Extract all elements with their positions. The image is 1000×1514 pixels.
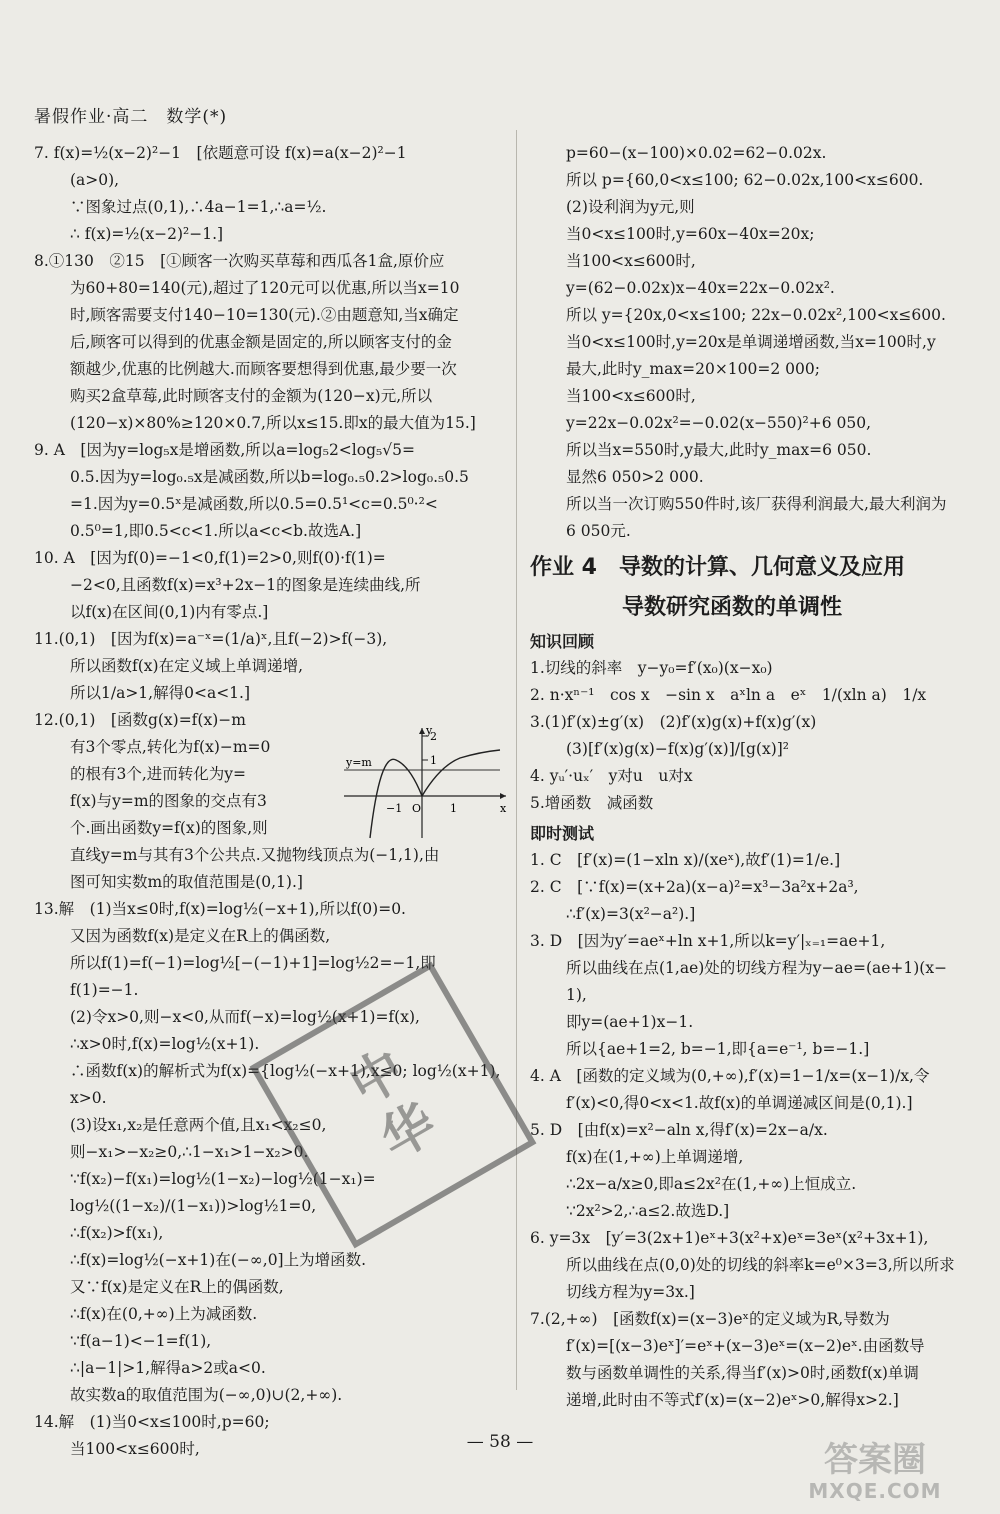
stamp-text-2: 华 (370, 1092, 447, 1171)
text-line: 0.5⁰=1,即0.5<c<1.所以a<c<b.故选A.] (70, 522, 362, 540)
text-line: 10. A [因为f(0)=−1<0,f(1)=2>0,则f(0)·f(1)= (34, 549, 386, 567)
text-line: 当100<x≤600时, (566, 387, 696, 405)
text-line: y=22x−0.02x²=−0.02(x−550)²+6 050, (566, 414, 872, 432)
text-line: 故实数a的取值范围为(−∞,0)∪(2,+∞). (70, 1386, 343, 1404)
text-line: ∵2x²>2,∴a≤2.故选D.] (566, 1202, 730, 1220)
text-line: ∴ f(x)=½(x−2)²−1.] (70, 225, 224, 243)
text-line: (120−x)×80%≥120×0.7,所以x≤15.即x的最大值为15.] (70, 414, 476, 432)
text-line: (3)设x₁,x₂是任意两个值,且x₁<x₂≤0, (70, 1116, 327, 1134)
text-line: 购买2盒草莓,此时顾客支付的金额为(120−x)元,所以 (70, 387, 433, 405)
text-line: 数与函数单调性的关系,得当f′(x)>0时,函数f(x)单调 (566, 1364, 919, 1382)
text-line: 14.解 (1)当0<x≤100时,p=60; (34, 1413, 270, 1431)
text-line: =1.因为y=0.5ˣ是减函数,所以0.5=0.5¹<c=0.5⁰·²< (70, 495, 438, 513)
y-tick-label-1: 1 (430, 754, 437, 767)
text-line: 3.(1)f′(x)±g′(x) (2)f′(x)g(x)+f(x)g′(x) (530, 713, 817, 731)
page-number: — 58 — (466, 1432, 534, 1452)
right-column (530, 140, 970, 1414)
text-line: 直线y=m与其有3个公共点.又抛物线顶点为(−1,1),由 (70, 846, 440, 864)
text-line: 5.增函数 减函数 (530, 794, 654, 812)
text-line: ∵f(x₂)−f(x₁)=log½(1−x₂)−log½(1−x₁)= (70, 1170, 376, 1188)
text-line: 即y=(ae+1)x−1. (566, 1013, 694, 1031)
origin-label: O (412, 802, 422, 815)
text-line: 9. A [因为y=log₅x是增函数,所以a=log₅2<log₅√5= (34, 441, 415, 459)
text-line: −2<0,且函数f(x)=x³+2x−1的图象是连续曲线,所 (70, 576, 421, 594)
text-line: 以f(x)在区间(0,1)内有零点.] (70, 603, 269, 621)
text-line: ∴2x−a/x≥0,即a≤2x²在(1,+∞)上恒成立. (566, 1175, 857, 1193)
text-line: 后,顾客可以得到的优惠金额是固定的,所以顾客支付的金 (70, 333, 452, 351)
text-line: 所以1/a>1,解得0<a<1.] (70, 684, 251, 702)
text-line: 则−x₁>−x₂≥0,∴1−x₁>1−x₂>0. (70, 1143, 309, 1161)
text-line: 额越少,优惠的比例越大.而顾客要想得到优惠,最少要一次 (70, 360, 457, 378)
test-heading: 即时测试 (530, 824, 595, 843)
text-line: 又∵f(x)是定义在R上的偶函数, (70, 1278, 284, 1296)
text-line: 最大,此时y_max=20×100=2 000; (566, 360, 820, 378)
text-line: (3)[f′(x)g(x)−f(x)g′(x)]/[g(x)]² (566, 740, 790, 758)
text-line: 所以曲线在点(0,0)处的切线的斜率k=e⁰×3=3,所以所求 (566, 1256, 955, 1274)
text-line: 6 050元. (566, 522, 631, 540)
section-heading (530, 551, 970, 585)
tick-label-1: 1 (450, 802, 457, 815)
text-line: 所以函数f(x)在定义域上单调递增, (70, 657, 304, 675)
text-line: 所以 p={60,0<x≤100; 62−0.02x,100<x≤600. (566, 171, 924, 189)
text-line: 当100<x≤600时, (566, 252, 696, 270)
text-line: 7. f(x)=½(x−2)²−1 [依题意可设 f(x)=a(x−2)²−1 (34, 144, 407, 162)
text-line: f(x)与y=m的图象的交点有3 (70, 792, 267, 810)
text-line: 6. y=3x [y′=3(2x+1)eˣ+3(x²+x)eˣ=3eˣ(x²+3x+1), (530, 1229, 929, 1247)
text-line: 1), (566, 986, 587, 1004)
column-divider (516, 130, 517, 1390)
text-line: f(1)=−1. (70, 981, 139, 999)
text-line: 切线方程为y=3x.] (566, 1283, 695, 1301)
page-header: 暑假作业·高二 数学(*) (34, 107, 228, 127)
site-watermark (790, 1440, 960, 1506)
function-graph (340, 722, 510, 842)
text-line: log½((1−x₂)/(1−x₁))>log½1=0, (70, 1197, 317, 1215)
text-line: f′(x)<0,得0<x<1.故f(x)的单调递减区间是(0,1).] (566, 1094, 913, 1112)
text-line: 所以曲线在点(1,ae)处的切线方程为y−ae=(ae+1)(x− (566, 959, 948, 977)
text-line: ∴函数f(x)的解析式为f(x)={log½(−x+1),x≤0; log½(x+1),x>0. (70, 1062, 501, 1107)
section-title-line2: 导数研究函数的单调性 (622, 595, 843, 620)
text-line: 当100<x≤600时, (70, 1440, 200, 1458)
y-axis-label: y (426, 724, 433, 737)
text-line: 递增,此时由不等式f′(x)=(x−2)eˣ>0,解得x>2.] (566, 1391, 899, 1409)
text-line: 所以当一次订购550件时,该厂获得利润最大,最大利润为 (566, 495, 947, 513)
text-line: ∵f(a−1)<−1=f(1), (70, 1332, 212, 1350)
text-line: 时,顾客需要支付140−10=130(元).②由题意知,当x确定 (70, 306, 459, 324)
text-line: 所以{ae+1=2, b=−1,即{a=e⁻¹, b=−1.] (566, 1040, 870, 1058)
text-line: 当0<x≤100时,y=20x是单调递增函数,当x=100时,y (566, 333, 936, 351)
text-line: 3. D [因为y′=aeˣ+ln x+1,所以k=y′|ₓ₌₁=ae+1, (530, 932, 886, 950)
text-line: 4. yᵤ′·uₓ′ y对u u对x (530, 767, 693, 785)
text-line: 的根有3个,进而转化为y= (70, 765, 247, 783)
text-line: 7.(2,+∞) [函数f(x)=(x−3)eˣ的定义域为R,导数为 (530, 1310, 890, 1328)
text-line: 11.(0,1) [因为f(x)=a⁻ˣ=(1/a)ˣ,且f(−2)>f(−3), (34, 630, 388, 648)
text-line: y=(62−0.02x)x−40x=22x−0.02x². (566, 279, 835, 297)
text-line: 显然6 050>2 000. (566, 468, 704, 486)
text-line: 有3个零点,转化为f(x)−m=0 (70, 738, 271, 756)
section-title-line1: 导数的计算、几何意义及应用 (618, 555, 905, 580)
text-line: f′(x)=[(x−3)eˣ]′=eˣ+(x−3)eˣ=(x−2)eˣ.由函数导 (566, 1337, 925, 1355)
text-line: 又因为函数f(x)是定义在R上的偶函数, (70, 927, 331, 945)
text-line: 4. A [函数的定义域为(0,+∞),f′(x)=1−1/x=(x−1)/x,令 (530, 1067, 930, 1085)
text-line: 当0<x≤100时,y=60x−40x=20x; (566, 225, 815, 243)
text-line: ∴f(x₂)>f(x₁), (70, 1224, 164, 1242)
text-line: (2)设利润为y元,则 (566, 198, 695, 216)
x-axis-arrow (500, 793, 506, 799)
text-line: p=60−(x−100)×0.02=62−0.02x. (566, 144, 827, 162)
text-line: (2)令x>0,则−x<0,从而f(−x)=log½(x+1)=f(x), (70, 1008, 420, 1026)
watermark-url: MXQE.COM (808, 1479, 942, 1503)
text-line: ∴|a−1|>1,解得a>2或a<0. (70, 1359, 266, 1377)
text-line: ∵图象过点(0,1),∴4a−1=1,∴a=½. (70, 198, 327, 216)
function-graph-svg (340, 722, 510, 842)
text-line: 个.画出函数y=f(x)的图象,则 (70, 819, 268, 837)
tick-label-neg1: −1 (386, 802, 403, 815)
text-line: 1. C [f′(x)=(1−xln x)/(xeˣ),故f′(1)=1/e.] (530, 851, 841, 869)
text-line: 所以f(1)=f(−1)=log½[−(−1)+1]=log½2=−1,即 (70, 954, 436, 972)
text-line: 图可知实数m的取值范围是(0,1).] (70, 873, 303, 891)
text-line: 所以 y={20x,0<x≤100; 22x−0.02x²,100<x≤600. (566, 306, 946, 324)
text-line: 所以当x=550时,y最大,此时y_max=6 050. (566, 441, 872, 459)
text-line: ∴f′(x)=3(x²−a²).] (566, 905, 696, 923)
text-line: ∴f(x)=log½(−x+1)在(−∞,0]上为增函数. (70, 1251, 367, 1269)
review-heading: 知识回顾 (530, 632, 595, 651)
watermark-logo-text: 答案圈 (824, 1440, 926, 1480)
x-axis-label: x (500, 802, 507, 815)
y-axis-arrow (419, 728, 425, 734)
q12-text (34, 707, 334, 842)
text-line: 2. n·xⁿ⁻¹ cos x −sin x aˣln a eˣ 1/(xln a) 1/x (530, 686, 927, 704)
section-number: 作业 4 (530, 555, 597, 580)
text-line: 13.解 (1)当x≤0时,f(x)=log½(−x+1),所以f(0)=0. (34, 900, 406, 918)
stamp-text-1: 中 (339, 1039, 416, 1118)
text-line: 2. C [∵f(x)=(x+2a)(x−a)²=x³−3a²x+2a³, (530, 878, 859, 896)
text-line: f(x)在(1,+∞)上单调递增, (566, 1148, 744, 1166)
text-line: 8.①130 ②15 [①顾客一次购买草莓和西瓜各1盒,原价应 (34, 252, 445, 270)
text-line: 1.切线的斜率 y−y₀=f′(x₀)(x−x₀) (530, 659, 773, 677)
m-line-label: y=m (346, 756, 372, 769)
text-line: 12.(0,1) [函数g(x)=f(x)−m (34, 711, 246, 729)
tick-label-2: 2 (430, 730, 437, 743)
text-line: 为60+80=140(元),超过了120元可以优惠,所以当x=10 (70, 279, 460, 297)
text-line: 5. D [由f(x)=x²−aln x,得f′(x)=2x−a/x. (530, 1121, 828, 1139)
text-line: ∴x>0时,f(x)=log½(x+1). (70, 1035, 260, 1053)
text-line: 0.5.因为y=log₀.₅x是减函数,所以b=log₀.₅0.2>log₀.₅0.5 (70, 468, 469, 486)
text-line: (a>0), (70, 171, 120, 189)
text-line: ∴f(x)在(0,+∞)上为减函数. (70, 1305, 258, 1323)
